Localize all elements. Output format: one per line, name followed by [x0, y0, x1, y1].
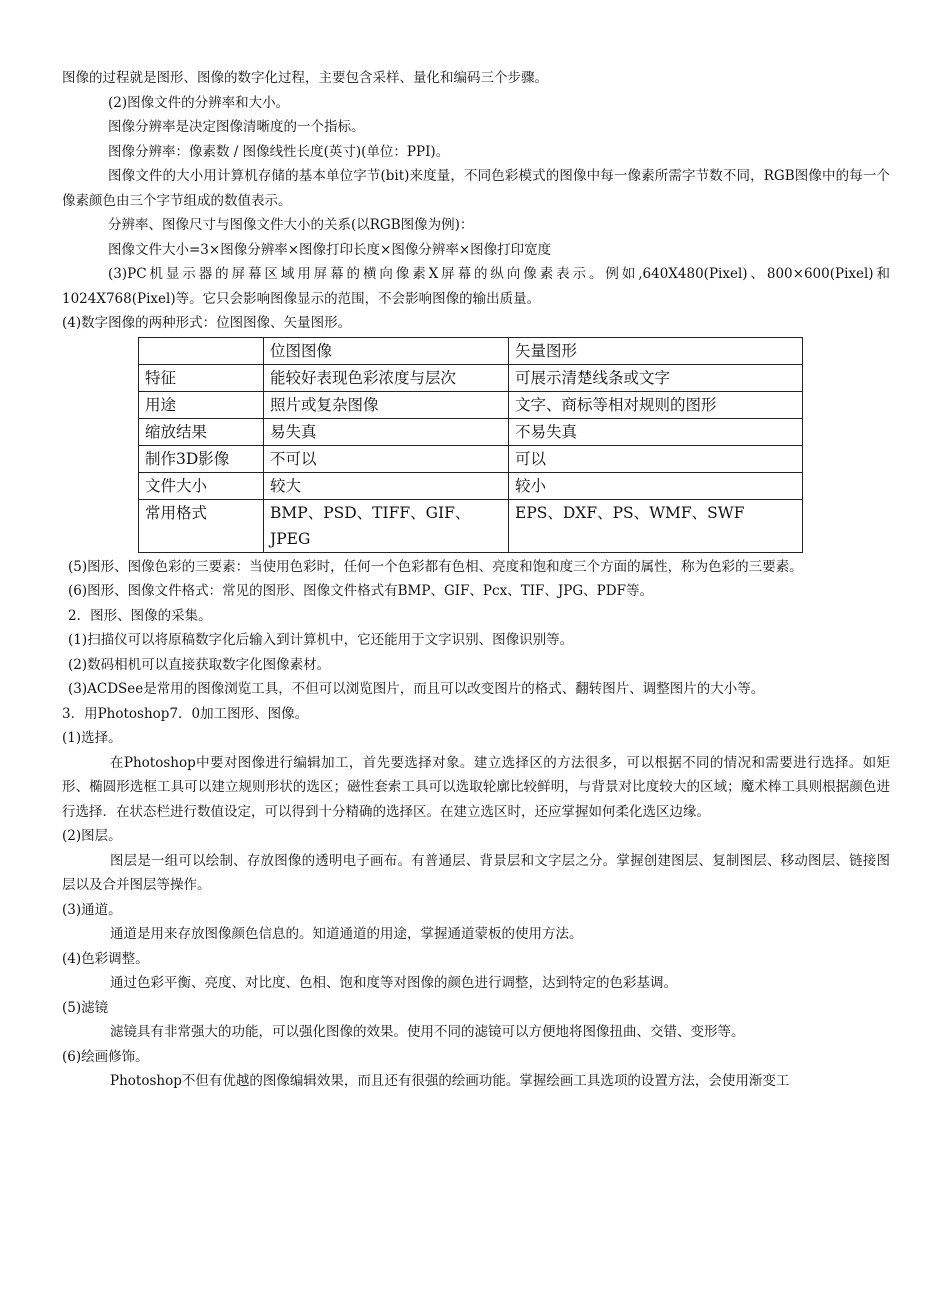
table-cell: 照片或复杂图像 — [264, 391, 509, 418]
table-row — [139, 445, 803, 472]
table-cell: 文字、商标等相对规则的图形 — [509, 391, 803, 418]
table-cell: 较小 — [509, 472, 803, 499]
paragraph: (5)滤镜 — [62, 999, 109, 1016]
paragraphs-top — [62, 66, 890, 336]
paragraph: 通道是用来存放图像颜色信息的。知道通道的用途，掌握通道蒙板的使用方法。 — [110, 926, 583, 942]
table-cell: 制作3D影像 — [139, 445, 264, 472]
paragraphs-bottom — [62, 555, 890, 1094]
table-cell: EPS、DXF、PS、WMF、SWF — [509, 499, 803, 552]
paragraph: 3．用Photoshop7．0加工图形、图像。 — [62, 705, 309, 722]
table-cell: 用途 — [139, 391, 264, 418]
table-row — [139, 364, 803, 391]
paragraph: 通过色彩平衡、亮度、对比度、色相、饱和度等对图像的颜色进行调整，达到特定的色彩基调。 — [110, 975, 677, 991]
paragraph: (3)通道。 — [62, 901, 122, 918]
paragraph: (1)扫描仪可以将原稿数字化后输入到计算机中，它还能用于文字识别、图像识别等。 — [68, 632, 574, 648]
paragraph: (2)数码相机可以直接获取数字化图像素材。 — [68, 656, 331, 673]
paragraph: 2．图形、图像的采集。 — [68, 607, 212, 624]
paragraph: (6)图形、图像文件格式：常见的图形、图像文件格式有BMP、GIF、Pcx、TIF、JPG、PDF等。 — [68, 583, 653, 599]
paragraph: 在Photoshop中要对图像进行编辑加工，首先要选择对象。建立选择区的方法很多，可以根据不同的情况和需要进行选择。如矩形、椭圆形选框工具可以建立规则形状的选区；磁性套索工具可以选取轮廓比较鲜明，与背景对比度较大的区域；魔术棒工具则根据颜色进行选择．在状态栏进行数值设定，可以得到十分精确的选择区。在建立选区时，还应掌握如何柔化选区边缘。 — [62, 754, 890, 820]
table-row — [139, 391, 803, 418]
table-cell: 文件大小 — [139, 472, 264, 499]
table-cell: 易失真 — [264, 418, 509, 445]
paragraph: 图像文件大小=3×图像分辨率×图像打印长度×图像分辨率×图像打印宽度 — [108, 241, 552, 258]
paragraph: (4)色彩调整。 — [62, 950, 149, 967]
paragraph: Photoshop不但有优越的图像编辑效果，而且还有很强的绘画功能。掌握绘画工具选项的设置方法，会使用渐变工 — [110, 1073, 790, 1089]
table-cell: 可展示清楚线条或文字 — [509, 364, 803, 391]
paragraph: 图像分辨率：像素数 / 图像线性长度(英寸)(单位：PPI)。 — [108, 143, 450, 160]
table-cell: 较大 — [264, 472, 509, 499]
table-header-cell: 位图图像 — [264, 337, 509, 364]
paragraph: (3)PC机显示器的屏幕区域用屏幕的横向像素X屏幕的纵向像素表示。例如,640X480(Pixel)、800×600(Pixel)和1024X768(Pixel)等。它只会影响图像显示的范围，不会影响图像的输出质量。 — [62, 266, 890, 307]
paragraph: (5)图形、图像色彩的三要素：当使用色彩时，任何一个色彩都有色相、亮度和饱和度三个方面的属性，称为色彩的三要素。 — [68, 558, 803, 575]
table-cell: 能较好表现色彩浓度与层次 — [264, 364, 509, 391]
table-row — [139, 472, 803, 499]
table-cell: 常用格式 — [139, 499, 264, 552]
table-row — [139, 418, 803, 445]
table-header-cell: 矢量图形 — [509, 337, 803, 364]
paragraph: (2)图像文件的分辨率和大小。 — [108, 94, 290, 111]
table-header-row — [139, 337, 803, 364]
paragraph: (4)数字图像的两种形式：位图图像、矢量图形。 — [62, 315, 352, 331]
document-page — [62, 66, 890, 1094]
paragraph: 分辨率、图像尺寸与图像文件大小的关系(以RGB图像为例)： — [108, 217, 474, 233]
paragraph: (1)选择。 — [62, 730, 122, 746]
table-cell: 特征 — [139, 364, 264, 391]
paragraph: (3)ACDSee是常用的图像浏览工具，不但可以浏览图片，而且可以改变图片的格式、翻转图片、调整图片的大小等。 — [68, 681, 765, 697]
paragraph: 图像文件的大小用计算机存储的基本单位字节(bit)来度量，不同色彩模式的图像中每一像素所需字节数不同，RGB图像中的每一个像素颜色由三个字节组成的数值表示。 — [62, 168, 890, 209]
table-cell: 可以 — [509, 445, 803, 472]
comparison-table — [138, 337, 803, 553]
paragraph: 图层是一组可以绘制、存放图像的透明电子画布。有普通层、背景层和文字层之分。掌握创建图层、复制图层、移动图层、链接图层以及合并图层等操作。 — [62, 852, 890, 893]
table-cell: 缩放结果 — [139, 418, 264, 445]
table-cell: BMP、PSD、TIFF、GIF、JPEG — [264, 499, 509, 552]
table-cell: 不可以 — [264, 445, 509, 472]
table-row — [139, 499, 803, 552]
table-cell: 不易失真 — [509, 418, 803, 445]
table-header-cell — [139, 337, 264, 364]
paragraph: (6)绘画修饰。 — [62, 1048, 149, 1065]
paragraph: (2)图层。 — [62, 828, 122, 844]
paragraph: 滤镜具有非常强大的功能，可以强化图像的效果。使用不同的滤镜可以方便地将图像扭曲、交错、变形等。 — [110, 1024, 745, 1040]
paragraph: 图像分辨率是决定图像清晰度的一个指标。 — [108, 119, 365, 135]
paragraph: 图像的过程就是图形、图像的数字化过程，主要包含采样、量化和编码三个步骤。 — [62, 70, 548, 86]
